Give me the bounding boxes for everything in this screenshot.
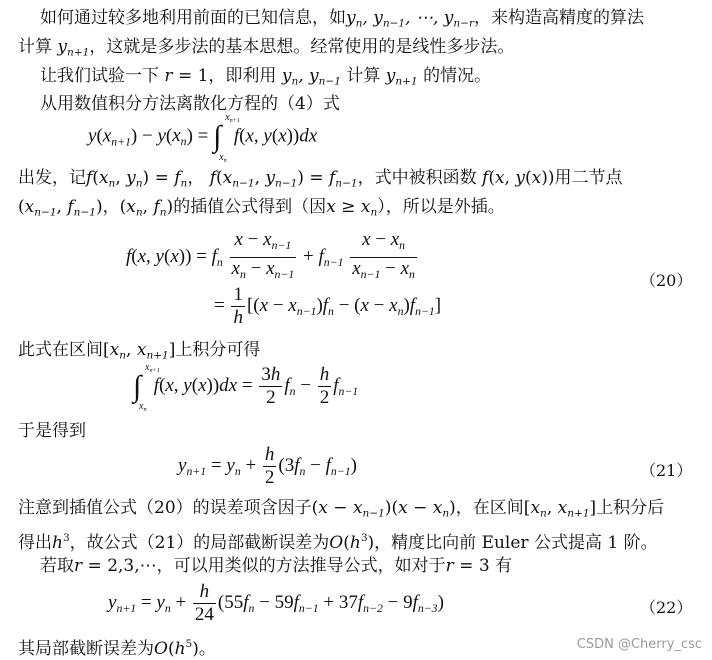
paragraph-1 <box>40 8 644 34</box>
text-segment: 让我们试验一下 <box>40 66 159 86</box>
text-segment: 上积分后 <box>596 498 665 518</box>
paragraph-4: 出发，记$f(x_n$, $y_n) = f_n$， $f(x_{n-1}$, $y_{n-1}) = f_{n-1}$，式中被积函数 f(x, y(x))用二节点 <box>18 168 623 190</box>
paragraph-4-cont: ($x_{n-1}$, $f_{n-1}$)，($x_n$, $f_n$)的插值公式得到（因$x \ge x_n$），所以是外插。 <box>18 197 505 219</box>
equation-integral-result: ∫ $x_{n+1}$ $x_n$ f(x, y(x))dx = $\frac{3h}{2}$ $f_n$ − $\frac{h}{2}$ $f_{n-1}$ <box>133 361 359 414</box>
math-inline: $y_{n+1}$ <box>57 37 90 59</box>
text-segment: ，即利用 <box>208 66 277 86</box>
paragraph-11: 其局部截断误差为$O(h^5)$。 <box>18 638 216 659</box>
text-segment: 计算 <box>18 37 52 57</box>
paragraph-6: 此式在区间[$x_n$, $x_{n+1}$]上积分可得 <box>18 340 261 362</box>
equation-20-line-2: = $\frac{1}{h}$ $[(x - x_{n-1})f_n - (x - x_n)f_{n-1}]$ <box>214 284 442 328</box>
text-segment: ，这就是多步法的基本思想。经常使用的是线性多步法。 <box>89 37 515 57</box>
equation-21: $y_{n+1} = y_n$ + $\frac{h}{2}$ $(3f_n - f_{n-1})$ <box>178 444 357 488</box>
text-segment: ，精度比向前 Euler 公式提高 1 阶。 <box>374 532 658 553</box>
text-segment: 此式在区间 <box>18 340 103 360</box>
text-segment: 得出 <box>18 532 52 553</box>
text-segment: 注意到插值公式（20）的误差项含因子 <box>18 498 312 518</box>
text-segment: 。 <box>198 638 216 659</box>
text-segment: 于是得到 <box>18 421 86 441</box>
text-segment: 出发，记 <box>18 168 86 188</box>
equation-20-line-1: f(x, $y(x)) = f_n$ $\frac{x - x_{n-1}}{x_n - x_{n-1}}$ + $f_{n-1}$ $\frac{x - x_n}{x_{n-1} - x_n}$ <box>126 229 415 282</box>
equation-integral-form: $y(x_{n+1}) - y(x_n)$ = ∫ $x_{n+1}$ $x_n$ f(x, y(x))dx <box>88 112 318 164</box>
math-inline: $y_{n+1}$ <box>385 66 418 88</box>
paragraph-10: 若取r = 2,3,⋯，可以用类似的方法推导公式，如对于r = 3 有 <box>40 556 513 576</box>
equation-22: $y_{n+1} = y_n$ + $\frac{h}{24}$ $(55f_n - 59f_{n-1} + 37f_{n-2} - 9f_{n-3})$ <box>108 581 444 625</box>
text-segment: ， <box>187 168 205 188</box>
text-segment: ，可以用类似的方法推导公式，如对于 <box>156 556 446 576</box>
text-segment: ，式中被积函数 <box>357 168 477 188</box>
watermark: CSDN @Cherry_csc <box>576 637 702 652</box>
integral-sign: ∫ $x_{n+1}$ $x_n$ <box>213 112 240 164</box>
text-segment: 有 <box>495 556 513 576</box>
text-segment: ，来构造高精度的算法 <box>474 8 645 28</box>
text-segment: 其局部截断误差为 <box>18 638 154 659</box>
paragraph-8: 注意到插值公式（20）的误差项含因子$(x - x_{n-1})(x - x_n)$，在区间[$x_n$, $x_{n+1}$]上积分后 <box>18 498 665 520</box>
text-segment: 从用数值积分方法离散化方程的（4）式 <box>40 94 340 114</box>
equation-number-22: （22） <box>640 598 693 617</box>
text-segment: 如何通过较多地利用前面的已知信息，如 <box>40 8 346 28</box>
paragraph-7 <box>18 421 86 441</box>
paragraph-1-cont <box>18 37 514 63</box>
text-segment: ，故公式（21）的局部截断误差为 <box>69 532 330 553</box>
text-segment: ，在区间 <box>455 498 524 518</box>
equation-number-20: （20） <box>640 271 693 290</box>
text-segment: ， <box>102 197 120 217</box>
math-inline: f <box>86 168 93 188</box>
math-inline: f <box>209 168 217 188</box>
paragraph-2: 让我们试验一下 r = 1，即利用 $y_n$, $y_{n-1}$ 计算 $y_{n+1}$ 的情况。 <box>40 66 492 88</box>
text-segment: 计算 <box>346 66 381 86</box>
math-inline: $y_n$, $y_{n-1}$ <box>281 66 341 88</box>
integral-sign: ∫ $x_{n+1}$ $x_n$ <box>133 361 160 414</box>
text-segment: 的插值公式得到（因 <box>173 197 327 217</box>
text-segment: 若取 <box>40 556 74 576</box>
math-inline: f <box>482 168 489 188</box>
equation-number-21: （21） <box>640 461 693 480</box>
math-inline: r <box>164 66 173 86</box>
paragraph-3 <box>40 94 340 114</box>
text-segment: 的情况。 <box>423 66 492 86</box>
text-segment: 上积分可得 <box>175 340 261 360</box>
paragraph-9: 得出$h^3$，故公式（21）的局部截断误差为$O(h^3)$，精度比向前 Euler 公式提高 1 阶。 <box>18 532 658 553</box>
text-segment: ），所以是外插。 <box>377 197 505 217</box>
math-inline: $y_n$, $y_{n-1}$, ⋯, $y_{n-r}$ <box>346 8 475 30</box>
text-segment: 用二节点 <box>554 168 623 188</box>
